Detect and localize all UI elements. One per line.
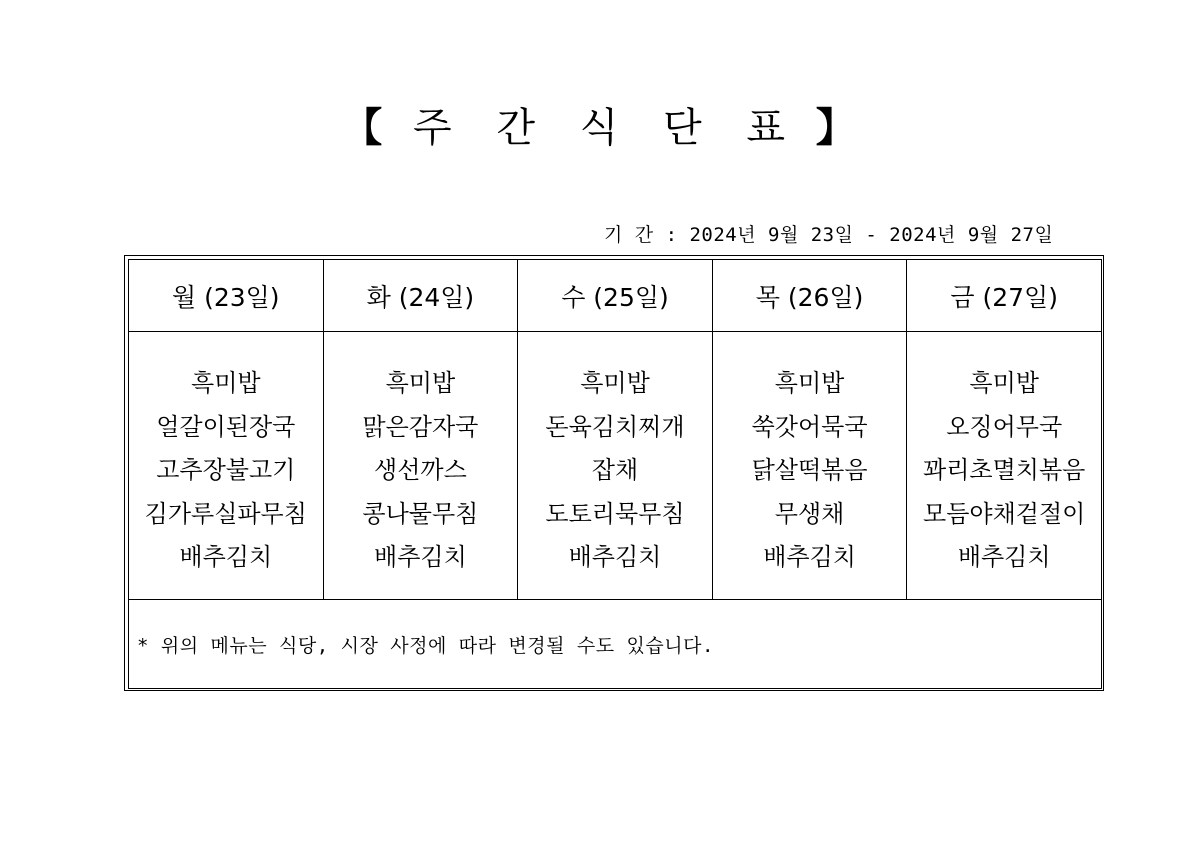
day-header-wed: 수 (25일) <box>518 260 713 332</box>
dish-item: 흑미밥 <box>969 369 1039 397</box>
dish-list <box>907 332 1101 580</box>
dish-item: 맑은감자국 <box>362 412 479 441</box>
dish-item: 생선까스 <box>374 456 467 484</box>
day-header-mon: 월 (23일) <box>129 260 324 332</box>
page-title <box>0 96 1200 153</box>
dish-list <box>713 332 907 580</box>
day-header-tue: 화 (24일) <box>323 260 518 332</box>
menu-table-frame <box>124 255 1104 691</box>
title-char: 주 <box>412 105 454 151</box>
dish-item: 배추김치 <box>179 543 273 571</box>
title-open-bracket: 【 <box>342 105 385 151</box>
dish-item: 흑미밥 <box>191 369 261 397</box>
title-char: 단 <box>663 105 704 151</box>
dish-item: 얼갈이된장국 <box>156 412 296 441</box>
day-cell-wed <box>518 332 713 600</box>
dishes-row <box>129 332 1102 600</box>
day-cell-fri <box>907 332 1102 600</box>
dish-item: 모듬야채겉절이 <box>923 499 1086 528</box>
dish-item: 배추김치 <box>957 543 1051 571</box>
note-row <box>129 600 1102 689</box>
title-close-bracket: 】 <box>815 105 858 151</box>
menu-note: * 위의 메뉴는 식당, 시장 사정에 따라 변경될 수도 있습니다. <box>129 600 1102 689</box>
dish-item: 오징어무국 <box>946 412 1063 441</box>
dish-item: 고추장불고기 <box>156 456 296 484</box>
day-cell-thu <box>712 332 907 600</box>
period-text: 기 간 : 2024년 9월 23일 - 2024년 9월 27일 <box>604 224 1054 246</box>
day-cell-mon <box>129 332 324 600</box>
dish-item: 배추김치 <box>763 543 856 571</box>
dish-list <box>324 332 518 580</box>
dish-item: 쑥갓어묵국 <box>751 412 868 441</box>
title-char: 표 <box>746 105 788 151</box>
dish-item: 김가루실파무침 <box>144 499 307 528</box>
dish-item: 흑미밥 <box>774 369 845 397</box>
dish-item: 돈육김치찌개 <box>545 412 685 441</box>
menu-table <box>128 259 1102 689</box>
day-cell-tue <box>323 332 518 600</box>
dish-item: 콩나물무침 <box>362 499 479 528</box>
dish-item: 무생채 <box>774 499 845 528</box>
day-header-fri: 금 (27일) <box>907 260 1102 332</box>
dish-item: 흑미밥 <box>385 369 456 397</box>
dish-item: 흑미밥 <box>580 369 650 397</box>
dish-item: 배추김치 <box>568 543 662 571</box>
dish-list <box>518 332 712 580</box>
dish-list <box>129 332 323 580</box>
header-row <box>129 260 1102 332</box>
title-char: 식 <box>579 105 621 151</box>
title-char: 간 <box>496 105 537 151</box>
dish-item: 꽈리초멸치볶음 <box>923 456 1086 484</box>
dish-item: 닭살떡볶음 <box>751 456 868 484</box>
dish-item: 배추김치 <box>374 543 467 571</box>
day-header-thu: 목 (26일) <box>712 260 907 332</box>
dish-item: 도토리묵무침 <box>545 499 685 528</box>
dish-item: 잡채 <box>591 456 639 484</box>
